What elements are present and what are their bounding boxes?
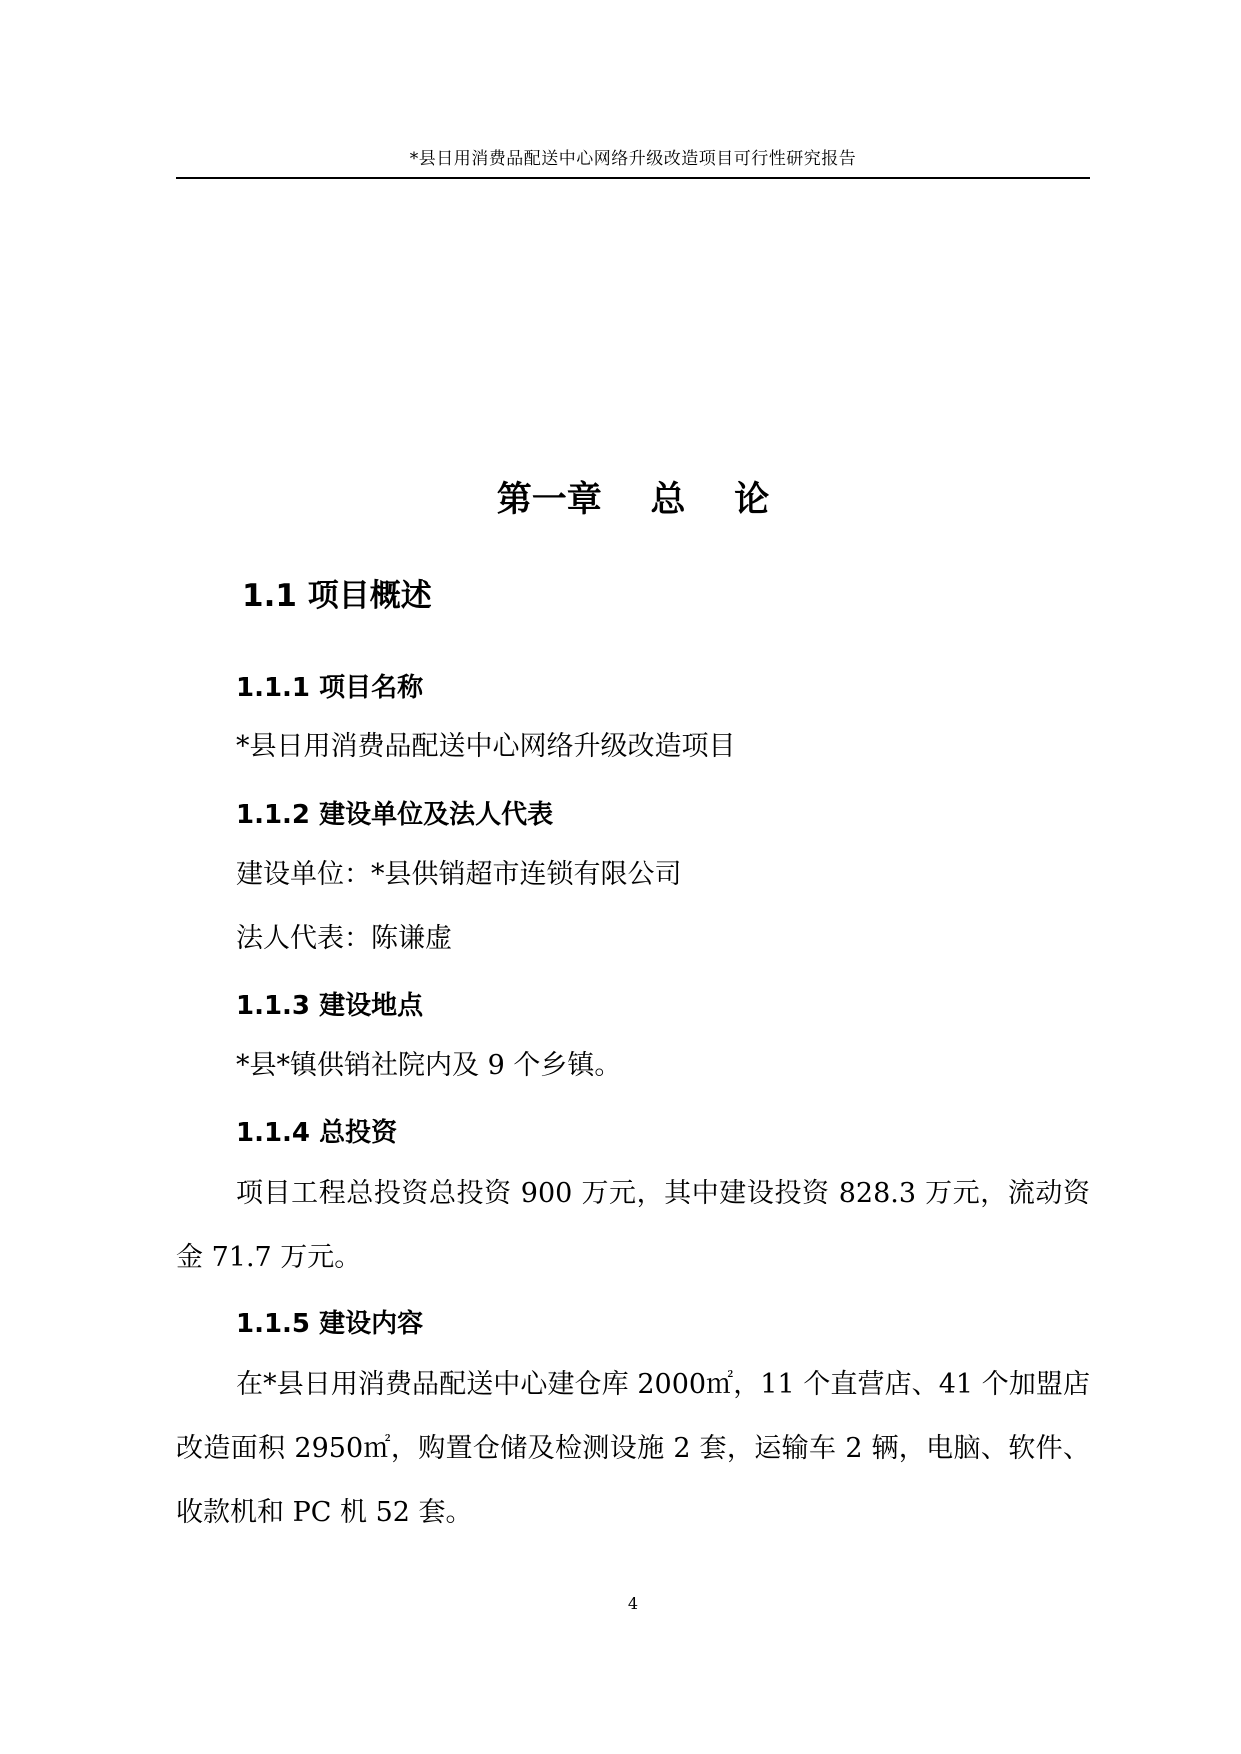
investment-paragraph: 项目工程总投资总投资 900 万元，其中建设投资 828.3 万元，流动资金 71.7 万元。 (176, 1178, 1090, 1273)
page-number: 4 (627, 1594, 639, 1613)
subsection-heading-project-name: 1.1.1 项目名称 (236, 673, 424, 703)
section-heading: 1.1 项目概述 (242, 578, 432, 614)
builder-unit-text: 建设单位：*县供销超市连锁有限公司 (236, 859, 682, 890)
subsection-heading-construction: 1.1.5 建设内容 (236, 1309, 424, 1339)
header-rule (176, 177, 1090, 179)
subsection-heading-builder: 1.1.2 建设单位及法人代表 (236, 800, 554, 830)
subsection-heading-investment: 1.1.4 总投资 (236, 1118, 398, 1148)
legal-representative-text: 法人代表：陈谦虚 (236, 923, 452, 954)
chapter-title: 第一章 总 论 (496, 480, 770, 520)
running-header: *县日用消费品配送中心网络升级改造项目可行性研究报告 (409, 149, 857, 169)
subsection-heading-location: 1.1.3 建设地点 (236, 991, 424, 1021)
location-text: *县*镇供销社院内及 9 个乡镇。 (236, 1050, 622, 1081)
project-name-text: *县日用消费品配送中心网络升级改造项目 (236, 731, 736, 762)
construction-paragraph: 在*县日用消费品配送中心建仓库 2000㎡，11 个直营店、41 个加盟店改造面积 2950㎡，购置仓储及检测设施 2 套，运输车 2 辆，电脑、软件、收款机和 PC 机 52 套。 (176, 1369, 1090, 1528)
